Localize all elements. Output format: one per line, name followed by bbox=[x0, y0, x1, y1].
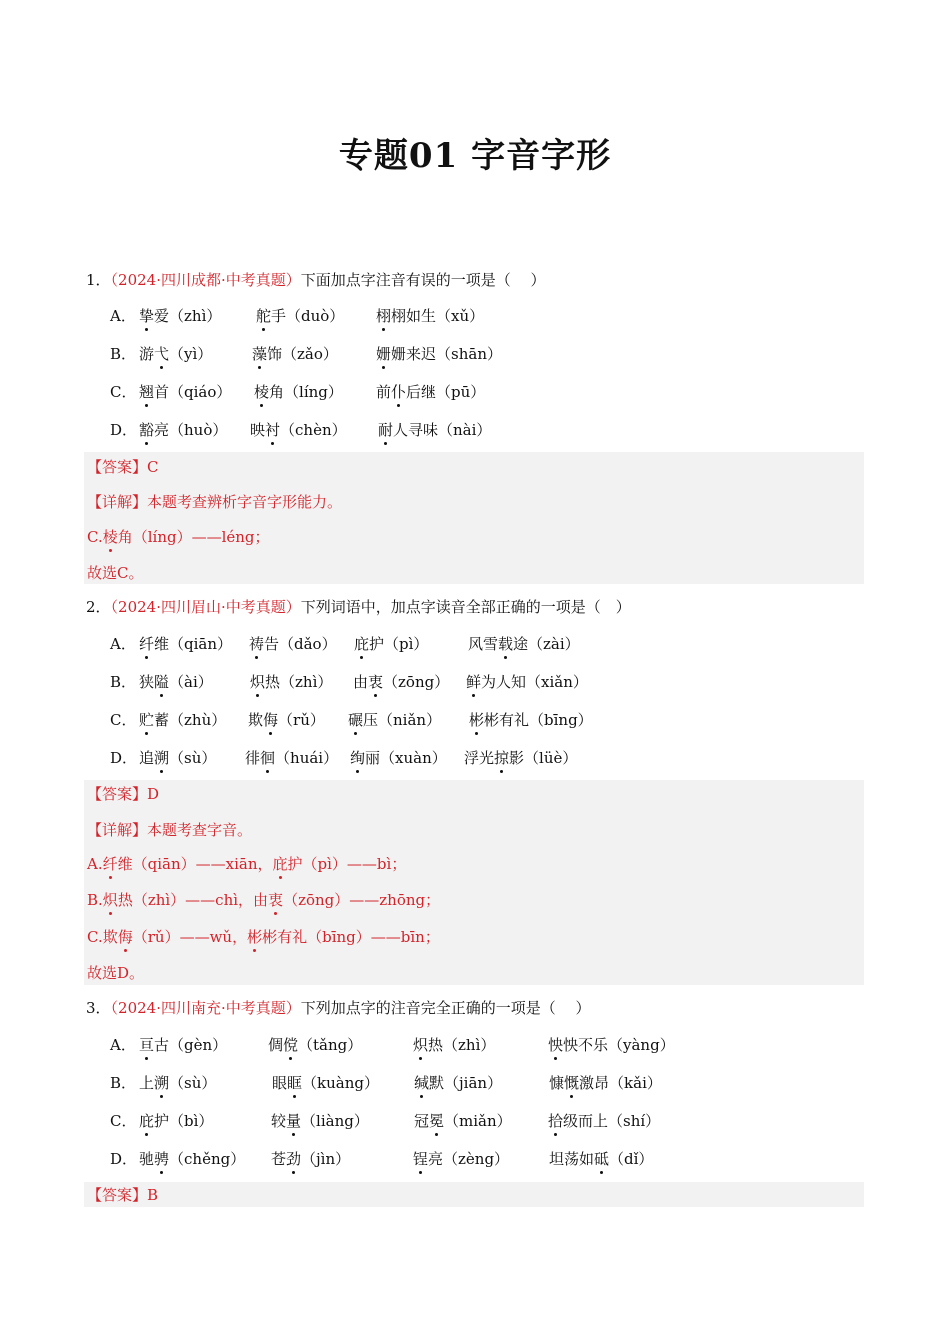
option-word: 绚丽（xuàn） bbox=[350, 749, 447, 767]
option-label: C． bbox=[110, 1112, 137, 1130]
option-word: 舵手（duò） bbox=[256, 307, 345, 325]
option-a bbox=[110, 1035, 136, 1055]
question-3-stem bbox=[86, 998, 591, 1018]
final-choice: 故选C。 bbox=[87, 564, 144, 582]
option-word: 炽热（zhì） bbox=[250, 673, 333, 691]
option-c bbox=[110, 1111, 136, 1131]
option-label: B． bbox=[110, 1074, 137, 1092]
option-word: 耐人寻味（nài） bbox=[378, 421, 492, 439]
option-label: D． bbox=[110, 749, 138, 767]
option-word: 映衬（chèn） bbox=[250, 421, 347, 439]
question-text: 下面加点字注音有误的一项是（ ） bbox=[300, 271, 546, 289]
option-word: 眼眶（kuàng） bbox=[272, 1074, 379, 1092]
option-word: 上溯（sù） bbox=[139, 1074, 217, 1092]
option-label: B． bbox=[110, 673, 137, 691]
final-choice: 故选D。 bbox=[87, 964, 145, 982]
explanation-b: B.炽热（zhì）——chì，由衷（zōng）——zhōng； bbox=[87, 891, 441, 909]
answer: 【答案】C bbox=[87, 458, 159, 476]
page-title: 专题01 字音字形 bbox=[338, 136, 612, 176]
option-label: A． bbox=[110, 307, 136, 325]
question-number: 2． bbox=[86, 598, 111, 616]
explanation-c: C.欺侮（rǔ）——wǔ，彬彬有礼（bīng）——bīn； bbox=[87, 928, 440, 946]
option-b bbox=[110, 672, 136, 692]
option-word: 翘首（qiáo） bbox=[139, 383, 232, 401]
option-d bbox=[110, 420, 137, 440]
option-word: 欺侮（rǔ） bbox=[248, 711, 325, 729]
option-word: 较量（liàng） bbox=[271, 1112, 369, 1130]
answer: 【答案】D bbox=[87, 785, 160, 803]
option-word: 坦荡如砥（dǐ） bbox=[549, 1150, 654, 1168]
option-word: 藻饰（zǎo） bbox=[252, 345, 338, 363]
option-word: 栩栩如生（xǔ） bbox=[376, 307, 485, 325]
option-label: A． bbox=[110, 1036, 136, 1054]
option-word: 炽热（zhì） bbox=[413, 1036, 496, 1054]
question-text: 下列词语中，加点字读音全部正确的一项是（ ） bbox=[300, 598, 631, 616]
option-word: 怏怏不乐（yàng） bbox=[548, 1036, 675, 1054]
option-c bbox=[110, 382, 136, 402]
option-word: 贮蓄（zhù） bbox=[139, 711, 227, 729]
option-word: 狭隘（ài） bbox=[139, 673, 213, 691]
option-word: 亘古（gèn） bbox=[139, 1036, 228, 1054]
option-word: 姗姗来迟（shān） bbox=[376, 345, 502, 363]
option-label: D． bbox=[110, 421, 138, 439]
question-source: （2024·四川南充·中考真题） bbox=[110, 999, 301, 1017]
question-2-stem bbox=[86, 597, 631, 617]
option-c bbox=[110, 710, 136, 730]
option-word: 鲜为人知（xiǎn） bbox=[466, 673, 588, 691]
option-word: 浮光掠影（lüè） bbox=[464, 749, 578, 767]
detail: 【详解】本题考查字音。 bbox=[87, 821, 253, 839]
option-word: 缄默（jiān） bbox=[414, 1074, 503, 1092]
option-label: C． bbox=[110, 383, 137, 401]
option-word: 追溯（sù） bbox=[139, 749, 217, 767]
question-number: 3． bbox=[86, 999, 111, 1017]
option-word: 祷告（dǎo） bbox=[249, 635, 337, 653]
option-word: 风雪载途（zài） bbox=[468, 635, 580, 653]
question-source: （2024·四川成都·中考真题） bbox=[110, 271, 301, 289]
option-label: A． bbox=[110, 635, 136, 653]
explanation: C.棱角（líng）——léng； bbox=[87, 528, 270, 546]
answer-panel-3 bbox=[84, 1182, 864, 1207]
option-word: 挚爱（zhì） bbox=[139, 307, 222, 325]
option-word: 由衷（zōng） bbox=[353, 673, 450, 691]
option-word: 棱角（líng） bbox=[254, 383, 343, 401]
option-word: 徘徊（huái） bbox=[245, 749, 339, 767]
option-word: 游弋（yì） bbox=[139, 345, 213, 363]
option-a bbox=[110, 634, 136, 654]
option-b bbox=[110, 1073, 136, 1093]
option-word: 豁亮（huò） bbox=[139, 421, 228, 439]
option-label: C． bbox=[110, 711, 137, 729]
option-word: 纤维（qiān） bbox=[139, 635, 233, 653]
answer: 【答案】B bbox=[87, 1186, 159, 1204]
detail: 【详解】本题考查辨析字音字形能力。 bbox=[87, 493, 343, 511]
option-word: 慷慨激昂（kǎi） bbox=[549, 1074, 662, 1092]
question-number: 1． bbox=[86, 271, 111, 289]
option-word: 冠冕（miǎn） bbox=[414, 1112, 512, 1130]
question-source: （2024·四川眉山·中考真题） bbox=[110, 598, 301, 616]
option-word: 前仆后继（pū） bbox=[376, 383, 486, 401]
option-word: 碾压（niǎn） bbox=[348, 711, 442, 729]
answer-panel-1 bbox=[84, 452, 864, 584]
option-label: D． bbox=[110, 1150, 138, 1168]
explanation-a: A.纤维（qiān）——xiān，庇护（pì）——bì； bbox=[87, 855, 407, 873]
option-word: 彬彬有礼（bīng） bbox=[469, 711, 593, 729]
option-word: 庇护（bì） bbox=[139, 1112, 214, 1130]
question-text: 下列加点字的注音完全正确的一项是（ ） bbox=[300, 999, 591, 1017]
option-word: 锃亮（zèng） bbox=[413, 1150, 510, 1168]
question-1-stem bbox=[86, 270, 546, 290]
answer-panel-2 bbox=[84, 780, 864, 985]
option-d bbox=[110, 748, 137, 768]
option-d bbox=[110, 1149, 137, 1169]
option-word: 倜傥（tǎng） bbox=[268, 1036, 363, 1054]
option-b bbox=[110, 344, 136, 364]
option-word: 庇护（pì） bbox=[354, 635, 429, 653]
option-word: 驰骋（chěng） bbox=[139, 1150, 246, 1168]
option-word: 拾级而上（shí） bbox=[548, 1112, 661, 1130]
option-word: 苍劲（jìn） bbox=[271, 1150, 351, 1168]
option-a bbox=[110, 306, 136, 326]
option-label: B． bbox=[110, 345, 137, 363]
